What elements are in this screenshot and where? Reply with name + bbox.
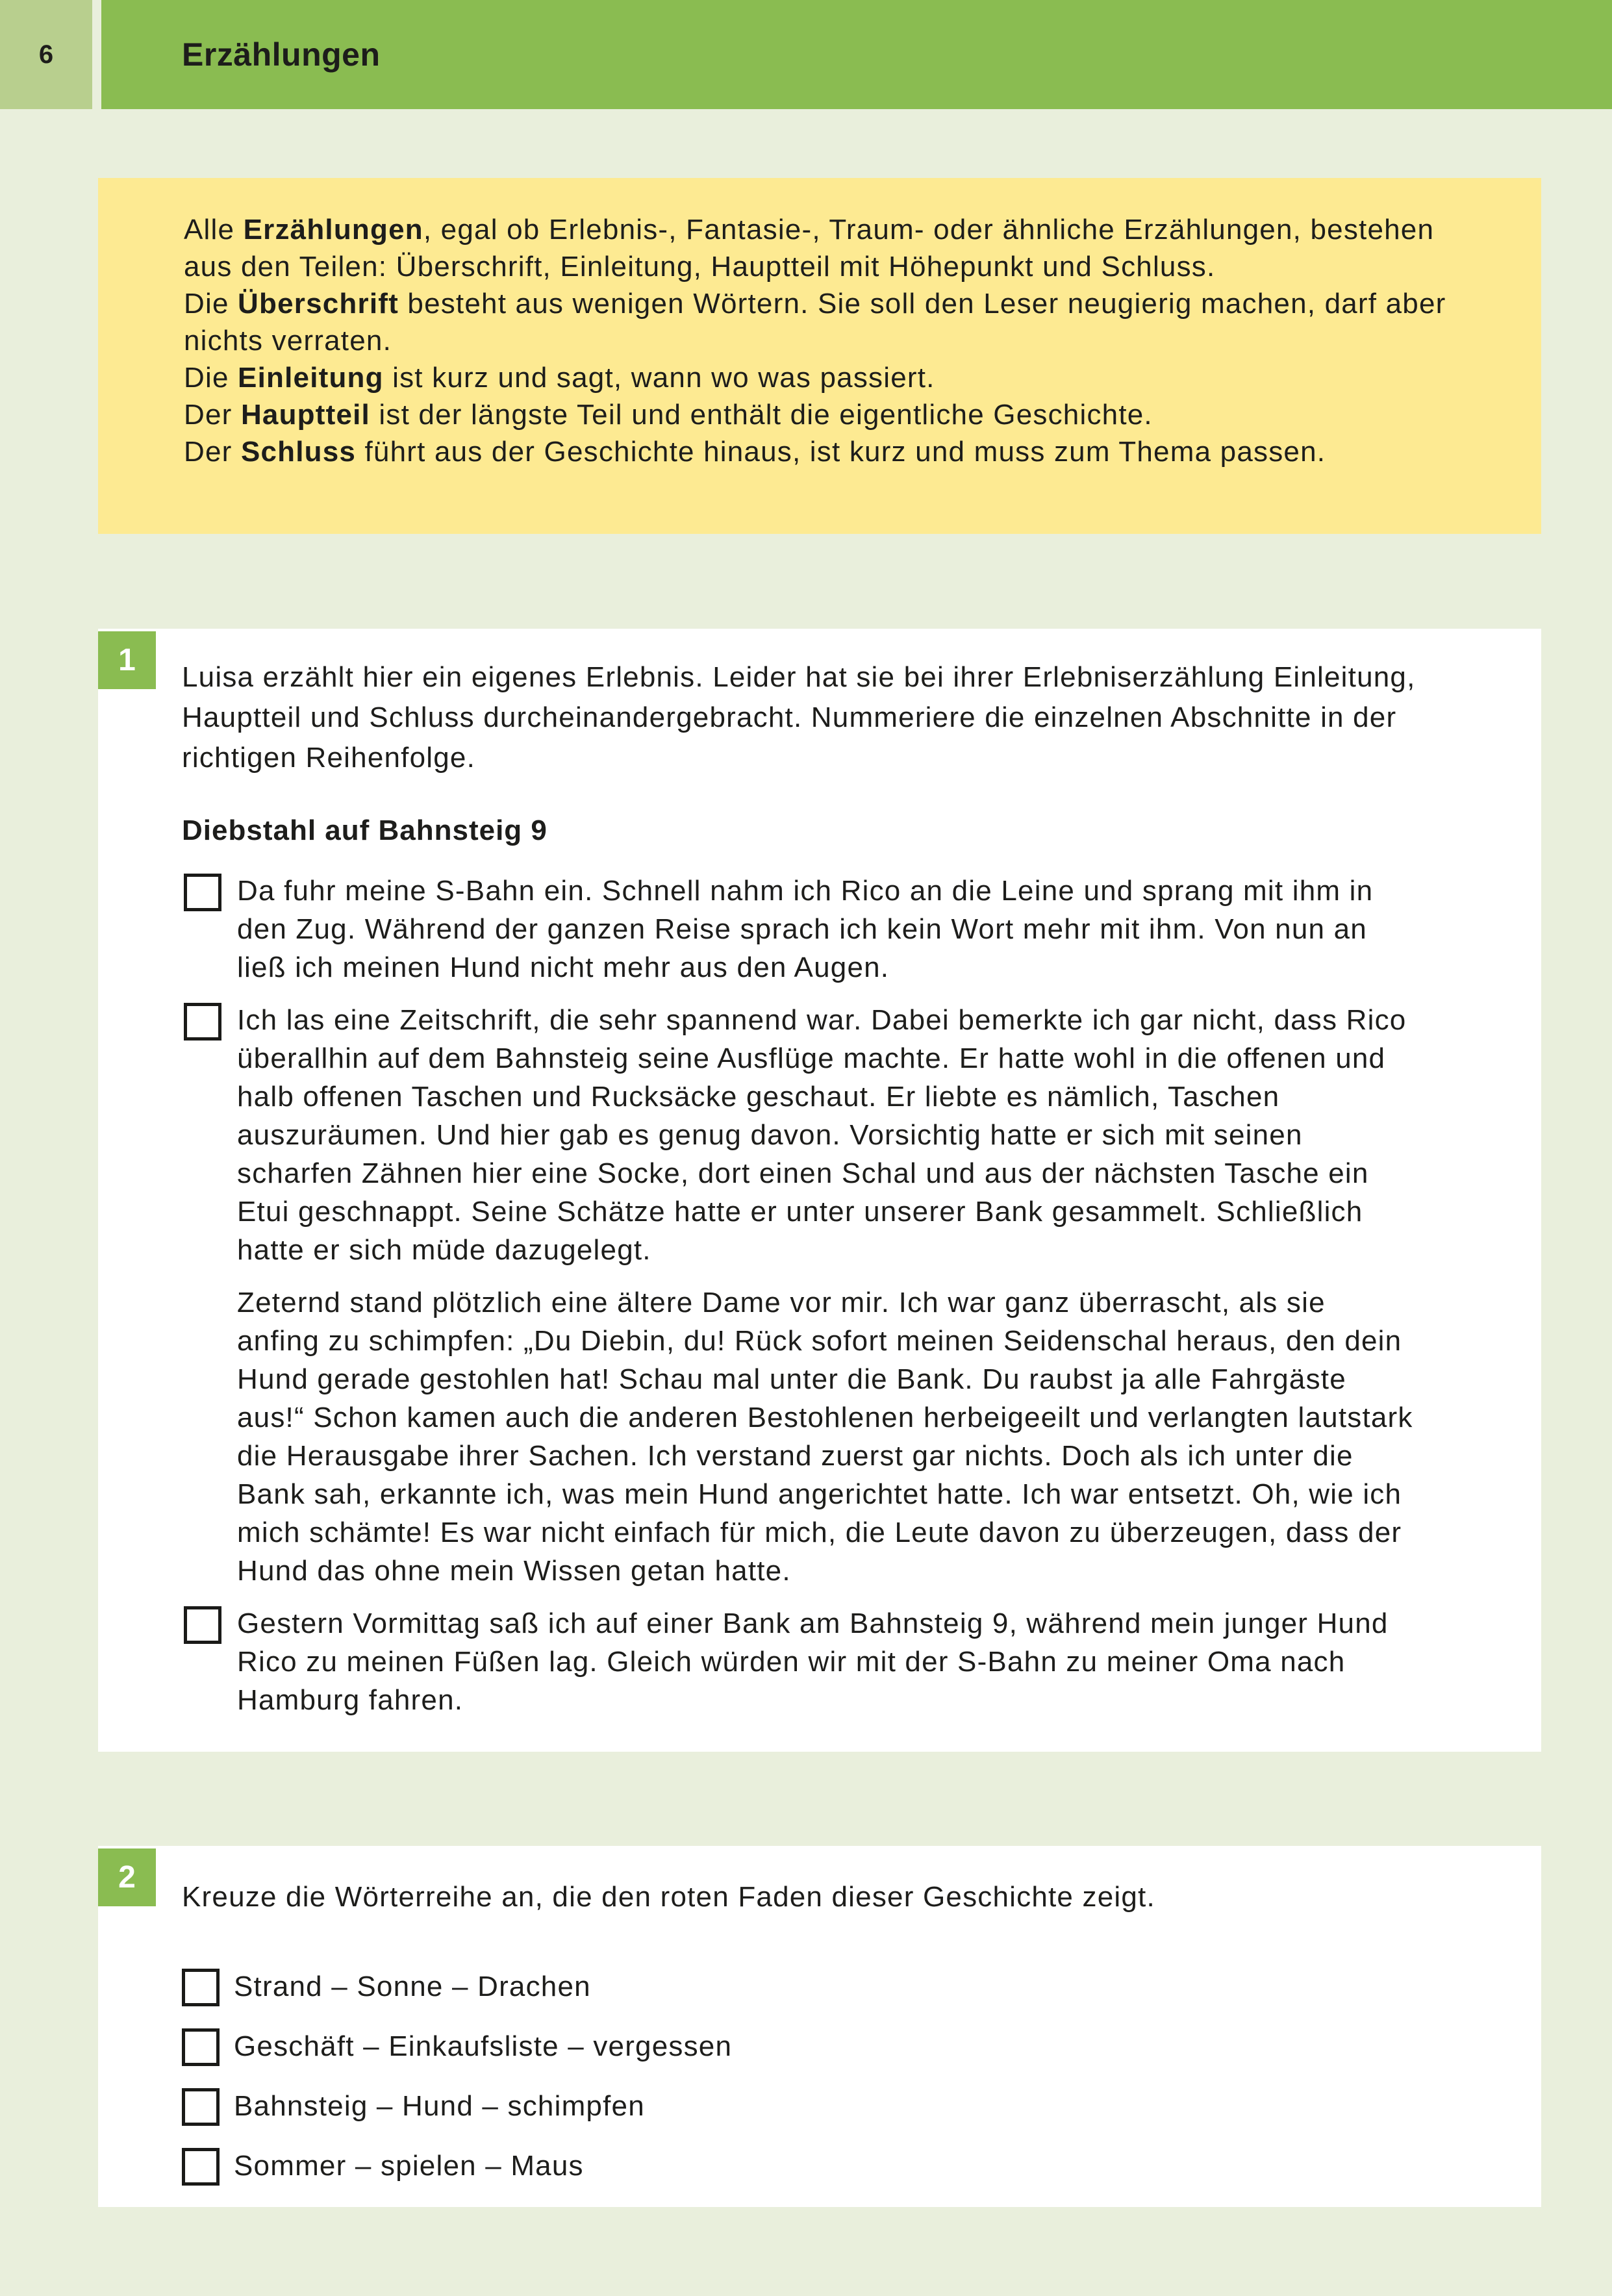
- story-paragraph-text: Da fuhr meine S-Bahn ein. Schnell nahm ich Rico an die Leine und sprang mit ihm in den Zug. Während der ganzen Reise sprach ich kein Wort mehr mit ihm. Von nun an ließ ich meinen Hund nicht mehr aus den Augen.: [237, 875, 1374, 983]
- task-2-number-badge: [98, 1848, 156, 1906]
- story-paragraph-row: [184, 1604, 1483, 1719]
- story-paragraph-text: Ich las eine Zeitschrift, die sehr spannend war. Dabei bemerkte ich gar nicht, dass Rico überallhin auf dem Bahnsteig seine Ausflüge machte. Er hatte wohl in die offenen und halb offenen Taschen und Rucksäcke geschaut. Er liebte es nämlich, Taschen auszuräumen. Und hier gab es genug davon. Vorsichtig hatte er sich mit seinen scharfen Zähnen hier eine Socke, dort einen Schal und aus der nächsten Tasche ein Etui geschnappt. Seine Schätze hatte er unter unserer Bank gesammelt. Schließlich hatte er sich müde dazugelegt.: [237, 1004, 1407, 1266]
- option-label: Sommer – spielen – Maus: [234, 2149, 584, 2182]
- task-1-instruction: Luisa erzählt hier ein eigenes Erlebnis. Leider hat sie bei ihrer Erlebniserzählung Einleitung, Hauptteil und Schluss durcheinandergebracht. Nummeriere die einzelnen Abschnitte in der richtigen Reihenfolge.: [182, 661, 1416, 774]
- page-number: 6: [38, 40, 54, 69]
- info-paragraph: Die Einleitung ist kurz und sagt, wann wo was passiert.: [184, 362, 935, 394]
- task-2-number: 2: [118, 1860, 136, 1895]
- option-label: Geschäft – Einkaufsliste – vergessen: [234, 2030, 733, 2062]
- answer-option-row: [182, 2086, 1483, 2126]
- page-title: Erzählungen: [182, 36, 381, 73]
- task-1-box: [98, 629, 1541, 1752]
- story-paragraph-row: [184, 1001, 1483, 1269]
- answer-options: [98, 1967, 1541, 2186]
- story-paragraph-row: [184, 872, 1483, 987]
- order-checkbox[interactable]: [184, 1003, 221, 1041]
- answer-option-row: [182, 1967, 1483, 2006]
- option-checkbox[interactable]: [182, 2148, 220, 2186]
- option-label: Bahnsteig – Hund – schimpfen: [234, 2089, 645, 2122]
- option-checkbox[interactable]: [182, 1969, 220, 2006]
- answer-option-row: [182, 2026, 1483, 2066]
- story-paragraph-text: Zeternd stand plötzlich eine ältere Dame vor mir. Ich war ganz überrascht, als sie anfing zu schimpfen: „Du Diebin, du! Rück sofort meinen Seidenschal heraus, den dein Hund gerade gestohlen hat! Schau mal unter die Bank. Du raubst ja alle Fahrgäste aus!“ Schon kamen auch die anderen Bestohlenen herbeigeeilt und verlangten lautstark die Herausgabe ihrer Sachen. Ich verstand zuerst gar nichts. Doch als ich unter die Bank sah, erkannte ich, was mein Hund angerichtet hatte. Ich war entsetzt. Oh, wie ich mich schämte! Es war nicht einfach für mich, die Leute davon zu überzeugen, dass der Hund das ohne mein Wissen getan hatte.: [237, 1287, 1413, 1587]
- info-paragraph: Die Überschrift besteht aus wenigen Wörtern. Sie soll den Leser neugierig machen, darf aber nichts verraten.: [184, 288, 1446, 357]
- option-checkbox[interactable]: [182, 2088, 220, 2126]
- info-paragraph: Der Hauptteil ist der längste Teil und enthält die eigentliche Geschichte.: [184, 399, 1153, 431]
- story-title: Diebstahl auf Bahnsteig 9: [182, 814, 548, 846]
- task-2-box: [98, 1846, 1541, 2207]
- task-1-number: 1: [118, 643, 136, 677]
- task-2-instruction: Kreuze die Wörterreihe an, die den roten Faden dieser Geschichte zeigt.: [182, 1881, 1155, 1913]
- header-bar: [101, 0, 1612, 109]
- story-paragraphs: [98, 872, 1541, 1719]
- answer-option-row: [182, 2146, 1483, 2186]
- info-box: [98, 178, 1541, 534]
- order-checkbox[interactable]: [184, 1606, 221, 1644]
- story-paragraph-text: Gestern Vormittag saß ich auf einer Bank am Bahnsteig 9, während mein junger Hund Rico zu meinen Füßen lag. Gleich würden wir mit der S-Bahn zu meiner Oma nach Hamburg fahren.: [237, 1608, 1389, 1716]
- task-1-number-badge: [98, 631, 156, 689]
- page-number-box: [0, 0, 92, 109]
- order-checkbox[interactable]: [184, 874, 221, 911]
- info-paragraph: Alle Erzählungen, egal ob Erlebnis-, Fantasie-, Traum- oder ähnliche Erzählungen, bestehen aus den Teilen: Überschrift, Einleitung, Hauptteil mit Höhepunkt und Schluss.: [184, 214, 1435, 283]
- story-paragraph-row: [184, 1283, 1483, 1590]
- option-label: Strand – Sonne – Drachen: [234, 1970, 591, 2002]
- option-checkbox[interactable]: [182, 2028, 220, 2066]
- info-paragraph: Der Schluss führt aus der Geschichte hinaus, ist kurz und muss zum Thema passen.: [184, 436, 1326, 468]
